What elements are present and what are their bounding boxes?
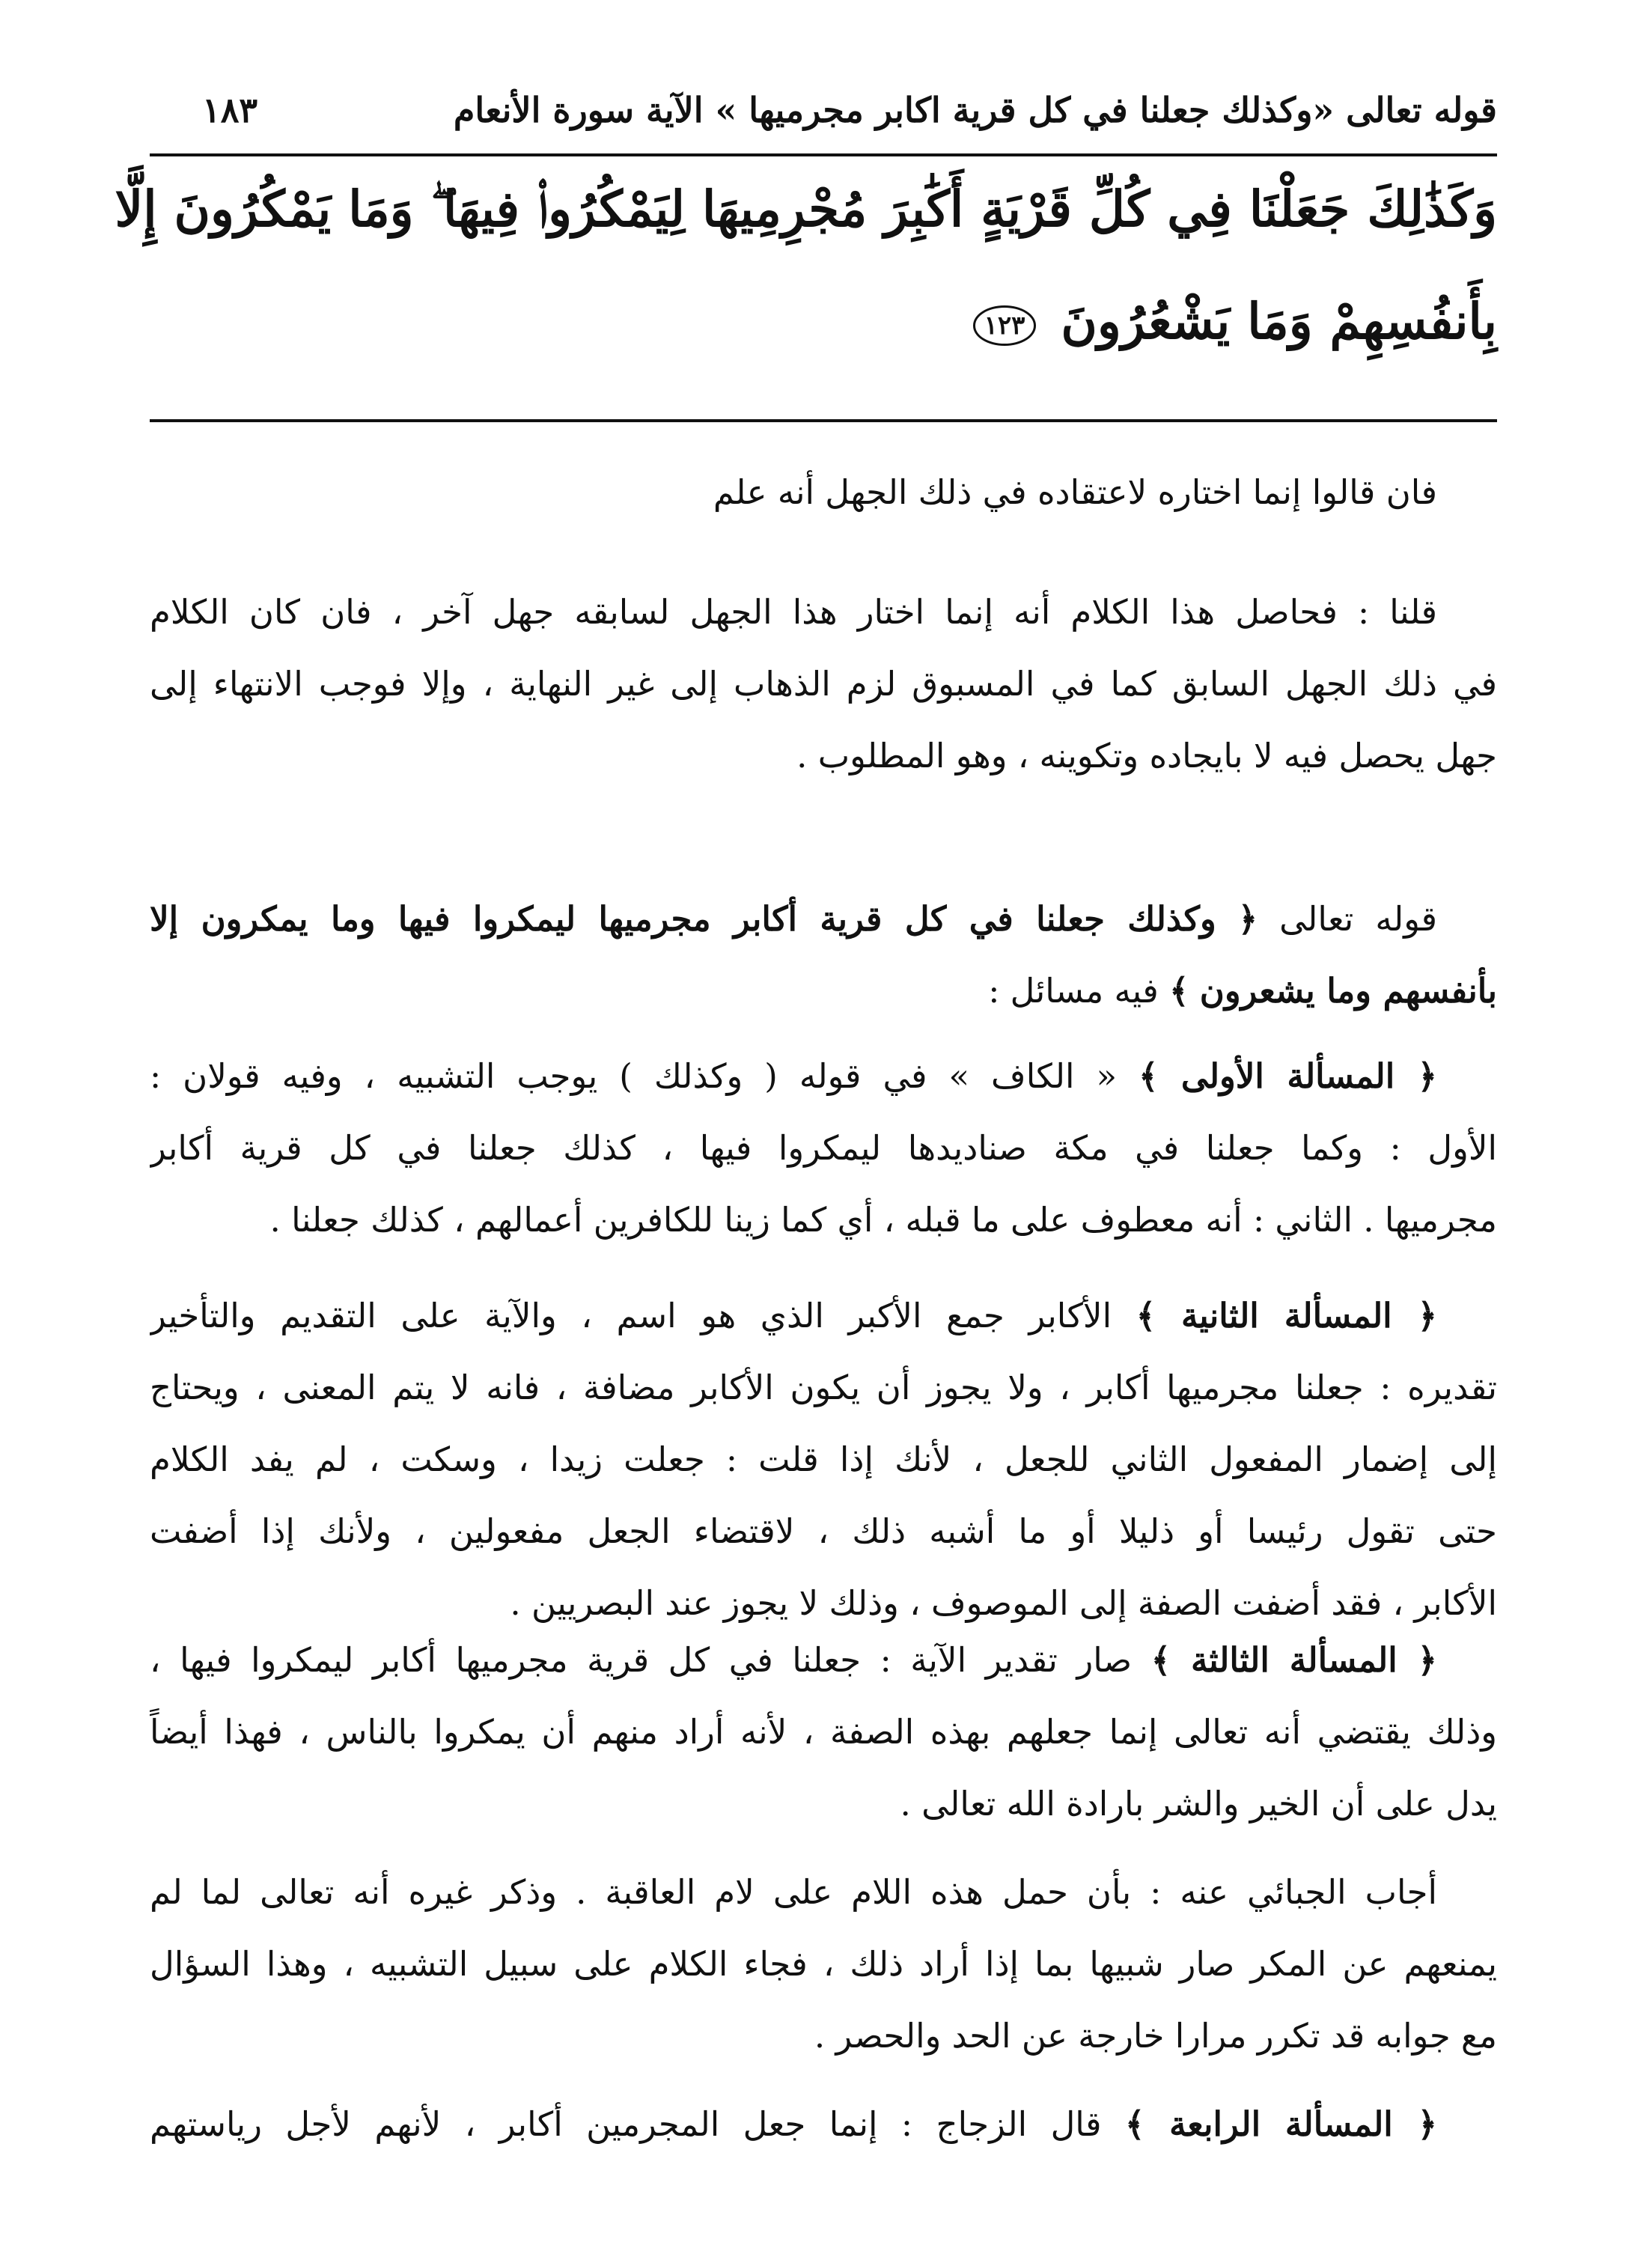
text-line: أجاب الجبائي عنه : بأن حمل هذه اللام على لام العاقبة . وذكر غيره أنه تعالى لما لم [150,1872,1437,1912]
paragraph-3 [150,883,1497,1027]
verse-rule [150,419,1497,422]
running-title: قوله تعالى «وكذلك جعلنا في كل قرية اكابر مجرميها » الآية سورة الأنعام [453,90,1497,130]
page-number: ١٨٣ [202,90,258,130]
issue-heading: ﴿ المسألة الأولى ﴾ [1139,1056,1437,1096]
citation-close-bracket: ﴾ [1169,971,1189,1011]
issue-text: قال الزجاج : إنما جعل المجرمين أكابر ، لأنهم لأجل رياستهم [150,2104,1102,2144]
text-line: في ذلك الجهل السابق كما في المسبوق لزم الذهاب إلى غير النهاية ، وإلا فوجب الانتهاء إلى [150,664,1497,704]
text-line: قلنا : فحاصل هذا الكلام أنه إنما اختار هذا الجهل لسابقه جهل آخر ، فان كان الكلام [150,592,1437,632]
text-line: جهل يحصل فيه لا بايجاده وتكوينه ، وهو المطلوب . [796,736,1497,776]
issue-heading: ﴿ المسألة الثانية ﴾ [1136,1296,1438,1335]
citation-lead: قوله تعالى [1279,899,1437,939]
text-line: مجرميها . الثاني : أنه معطوف على ما قبله ، أي كما زينا للكافرين أعمالهم ، كذلك جعلنا . [269,1200,1497,1240]
issue-text: « الكاف » في قوله ( وكذلك ) يوجب التشبيه ، وفيه قولان : [150,1056,1118,1096]
verse-text-1: وَكَذَٰلِكَ جَعَلْنَا فِي كُلِّ قَرْيَةٍ أَكَٰبِرَ مُجْرِمِيهَا لِيَمْكُرُوا۟ فِيهَا ۖ وَمَا يَمْكُرُونَ إِلَّا [115,180,1497,238]
book-page [115,67,1497,2201]
text-line [150,1624,1497,1696]
text-line [150,2089,1497,2160]
text-line [150,1280,1497,1352]
text-line: يمنعهم عن المكر صار شبيها بما إذا أراد ذلك ، فجاء الكلام على سبيل التشبيه ، وهذا السؤال [150,1944,1497,1984]
citation-verse-1: وكذلك جعلنا في كل قرية أكابر مجرميها ليمكروا فيها وما يمكرون إلا [150,899,1216,939]
text-line [150,883,1497,955]
verse-line-1 [115,180,1497,240]
paragraph-2 [150,576,1497,792]
issue-4 [150,2089,1497,2160]
issue-text: صار تقدير الآية : جعلنا في كل قرية مجرميها أكابر ليمكروا فيها ، [150,1640,1133,1680]
text-line: يدل على أن الخير والشر بارادة الله تعالى . [900,1784,1497,1824]
text-line [150,1041,1497,1112]
running-header [150,90,1497,157]
issue-heading: ﴿ المسألة الثالثة ﴾ [1150,1640,1437,1680]
verse-text-2: بِأَنفُسِهِمْ وَمَا يَشْعُرُونَ [1061,292,1497,350]
citation-open-bracket: ﴿ [1237,899,1258,939]
text-line: مع جوابه قد تكرر مرارا خارجة عن الحد والحصر . [814,2016,1497,2056]
text-line: إلى إضمار المفعول الثاني للجعل ، لأنك إذا قلت : جعلت زيدا ، وسكت ، لم يفد الكلام [150,1440,1497,1479]
verse-number: ١٢٣ [973,305,1037,346]
issue-text: الأكابر جمع الأكبر الذي هو اسم ، والآية على التقديم والتأخير [150,1296,1112,1335]
text-line: تقديره : جعلنا مجرميها أكابر ، ولا يجوز أن يكون الأكابر مضافة ، فانه لا يتم المعنى ، ويحتاج [150,1368,1497,1407]
verse-line-2 [150,292,1497,350]
text-line: حتى تقول رئيسا أو ذليلا أو ما أشبه ذلك ، لاقتضاء الجعل مفعولين ، ولأنك إذا أضفت [150,1511,1497,1551]
paragraph-1 [150,457,1497,529]
text-line: فان قالوا إنما اختاره لاعتقاده في ذلك الجهل أنه علم [713,472,1437,512]
text-line: الأول : وكما جعلنا في مكة صناديدها ليمكروا فيها ، كذلك جعلنا في كل قرية أكابر [150,1128,1497,1168]
citation-verse-2: بأنفسهم وما يشعرون [1199,971,1497,1011]
issue-3 [150,1624,1497,1840]
issue-heading: ﴿ المسألة الرابعة ﴾ [1124,2104,1437,2144]
citation-tail: فيه مسائل : [988,971,1159,1011]
text-line [150,955,1497,1027]
header-rule [150,153,1497,156]
paragraph-jubbai [150,1856,1497,2072]
issue-2 [150,1280,1497,1639]
text-line: الأكابر ، فقد أضفت الصفة إلى الموصوف ، وذلك لا يجوز عند البصريين . [510,1583,1497,1623]
issue-1 [150,1041,1497,1256]
text-line: وذلك يقتضي أنه تعالى إنما جعلهم بهذه الصفة ، لأنه أراد منهم أن يمكروا بالناس ، فهذا أيضاً [150,1712,1497,1752]
